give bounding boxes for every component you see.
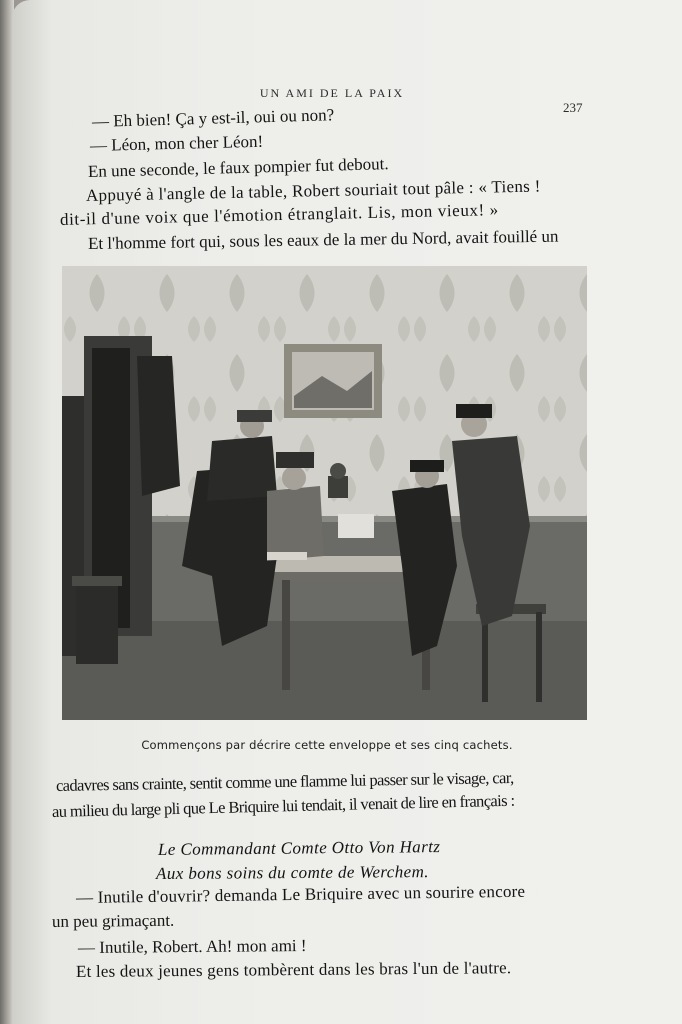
text-line: au milieu du large pli que Le Briquire lui tendait, il venait de lire en français : — [51, 790, 515, 821]
text-line: un peu grimaçant. — [51, 910, 175, 931]
text-line: Appuyé à l'angle de la table, Robert souriait tout pâle : « Tiens ! — [85, 176, 541, 205]
text-line: — Eh bien! Ça y est-il, oui ou non? — [91, 105, 335, 131]
photo-caption: Commençons par décrire cette enveloppe et ses cinq cachets. — [141, 738, 513, 752]
text-line: — Inutile, Robert. Ah! mon ami ! — [77, 936, 307, 957]
text-line: Le Commandant Comte Otto Von Hartz — [157, 837, 441, 859]
book-page — [12, 0, 682, 1024]
text-line: — Inutile d'ouvrir? demanda Le Briquire avec un sourire encore — [75, 881, 526, 907]
running-head: UN AMI DE LA PAIX — [259, 86, 405, 100]
text-line: — Léon, mon cher Léon! — [89, 131, 264, 155]
text-line: cadavres sans crainte, sentit comme une flamme lui passer sur le visage, car, — [55, 768, 514, 795]
page-number: 237 — [563, 100, 583, 115]
photograph-card-players — [62, 266, 587, 720]
text-line: Et l'homme fort qui, sous les eaux de la mer du Nord, avait fouillé un — [87, 226, 559, 253]
text-line: dit-il d'une voix que l'émotion étranglait. Lis, mon vieux! » — [59, 200, 499, 229]
text-line: Et les deux jeunes gens tombèrent dans les bras l'un de l'autre. — [75, 958, 512, 981]
text-line: Aux bons soins du comte de Werchem. — [155, 862, 429, 883]
text-line: En une seconde, le faux pompier fut debout. — [87, 154, 389, 181]
